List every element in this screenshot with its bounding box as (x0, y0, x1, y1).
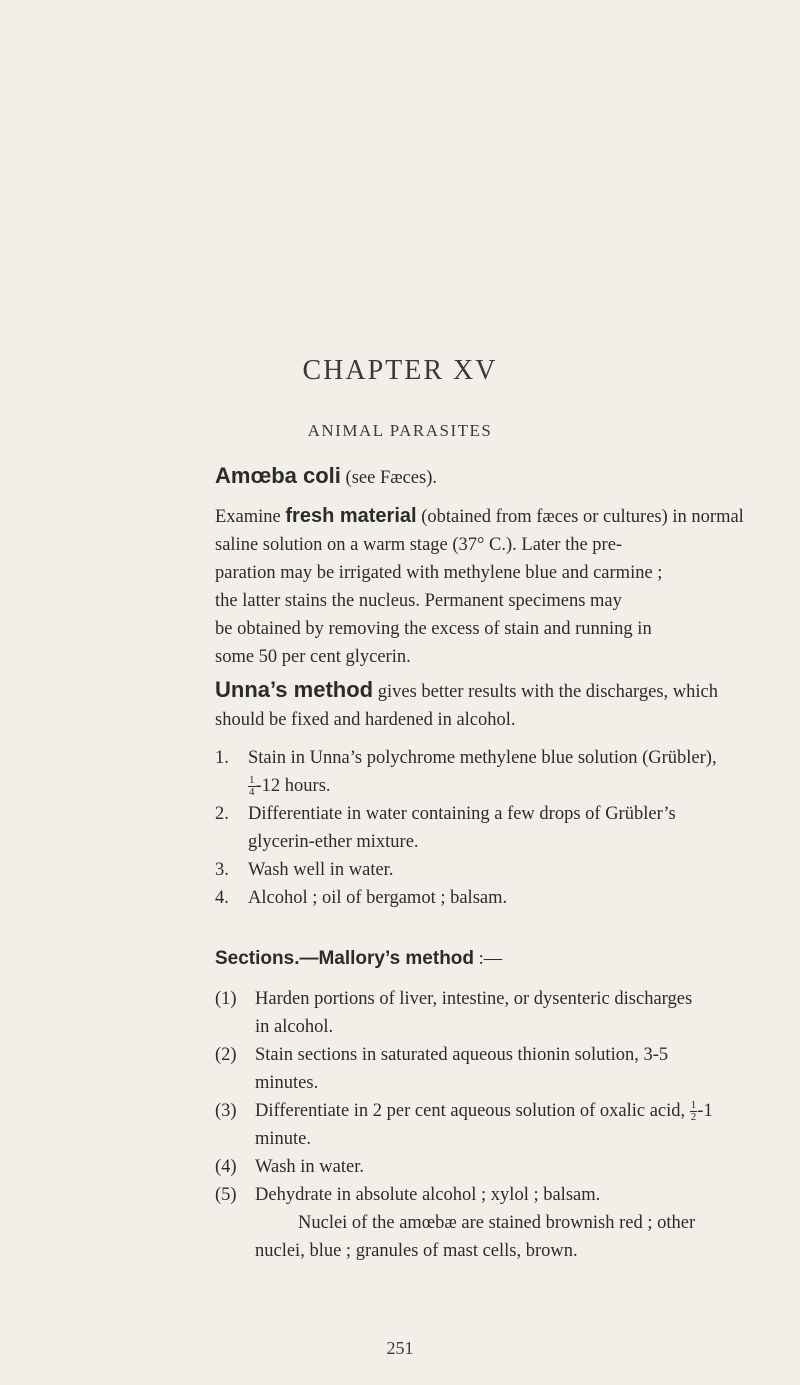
step-text: Alcohol ; oil of bergamot ; balsam. (248, 888, 508, 908)
amoeba-line-5: be obtained by removing the excess of stain and running in (215, 619, 652, 639)
mallory-steps (215, 985, 715, 1209)
unna-step-4 (215, 884, 715, 912)
amoeba-heading-suffix: (see Fæces). (340, 468, 437, 488)
amoeba-heading-line (215, 462, 715, 492)
mallory-step-1 (215, 985, 715, 1041)
mallory-section (215, 945, 715, 1265)
chapter-subtitle: ANIMAL PARASITES (307, 421, 493, 440)
step-number: (1) (215, 989, 237, 1009)
amoeba-line-6: some 50 per cent glycerin. (215, 647, 411, 667)
step-text-cont: $\frac{1}{4}$ -12 hours. (249, 774, 331, 799)
amoeba-intro-before: Examine (215, 507, 286, 527)
mallory-step-5 (215, 1181, 715, 1209)
step-text: Harden portions of liver, intestine, or dysenteric discharges (255, 989, 693, 1009)
step-number: (2) (215, 1045, 237, 1065)
page-number: 251 (386, 1338, 414, 1358)
amoeba-section (215, 462, 744, 671)
step-text-cont: in alcohol. (255, 1017, 334, 1037)
step-text: Wash in water. (255, 1157, 364, 1177)
mallory-step-4 (215, 1153, 715, 1181)
step-text-cont: minutes. (255, 1073, 319, 1093)
unna-step-2 (215, 800, 715, 856)
step-text: Stain sections in saturated aqueous thionin solution, 3-5 (255, 1045, 669, 1065)
unna-line-1: gives better results with the discharges, which (373, 682, 719, 702)
unna-line-2: should be fixed and hardened in alcohol. (215, 710, 516, 730)
step-text: Dehydrate in absolute alcohol ; xylol ; balsam. (255, 1185, 601, 1205)
step-number: (3) (215, 1101, 237, 1121)
fraction: $\frac{1}{2}$ (690, 1099, 697, 1124)
unna-heading-line (215, 676, 719, 706)
amoeba-intro-bold: fresh material (285, 505, 417, 527)
step-text: Differentiate in 2 per cent aqueous solution of oxalic acid, $\frac{1}{2}$ -1 (255, 1099, 713, 1124)
mallory-heading: Sections.—Mallory’s method (215, 948, 475, 969)
step-text: Stain in Unna’s polychrome methylene blue solution (Grübler), (248, 748, 717, 768)
unna-step-1 (215, 744, 715, 800)
step-number: 3. (215, 860, 229, 880)
step-number: (4) (215, 1157, 237, 1177)
step-text-cont: minute. (255, 1129, 312, 1149)
amoeba-line-4: the latter stains the nucleus. Permanent specimens may (215, 591, 622, 611)
amoeba-line-1 (215, 502, 744, 531)
unna-steps (215, 744, 715, 912)
step-text-cont: glycerin-ether mixture. (248, 832, 419, 852)
step-number: (5) (215, 1185, 237, 1205)
mallory-step-3 (215, 1097, 715, 1153)
mallory-heading-line (215, 945, 715, 973)
step-number: 2. (215, 804, 229, 824)
unna-step-3 (215, 856, 715, 884)
step-text: Differentiate in water containing a few drops of Grübler’s (248, 804, 676, 824)
chapter-title: CHAPTER XV (302, 355, 498, 386)
fraction: $\frac{1}{4}$ (249, 774, 255, 799)
unna-heading: Unna’s method (215, 677, 374, 702)
mallory-step-2 (215, 1041, 715, 1097)
step-text: Wash well in water. (248, 860, 394, 880)
amoeba-line-2: saline solution on a warm stage (37° C.). Later the pre- (215, 535, 623, 555)
step-number: 1. (215, 748, 229, 768)
step-number: 4. (215, 888, 229, 908)
mallory-note-line-1: Nuclei of the amœbæ are stained brownish red ; other (298, 1213, 696, 1233)
amoeba-line-1-text: (obtained from fæces or cultures) in normal (416, 507, 744, 527)
mallory-heading-suffix: :— (474, 949, 503, 969)
amoeba-line-3: paration may be irrigated with methylene blue and carmine ; (215, 563, 663, 583)
mallory-note-line-2: nuclei, blue ; granules of mast cells, brown. (255, 1241, 578, 1261)
unna-section (215, 676, 719, 912)
amoeba-heading: Amœba coli (215, 463, 341, 488)
